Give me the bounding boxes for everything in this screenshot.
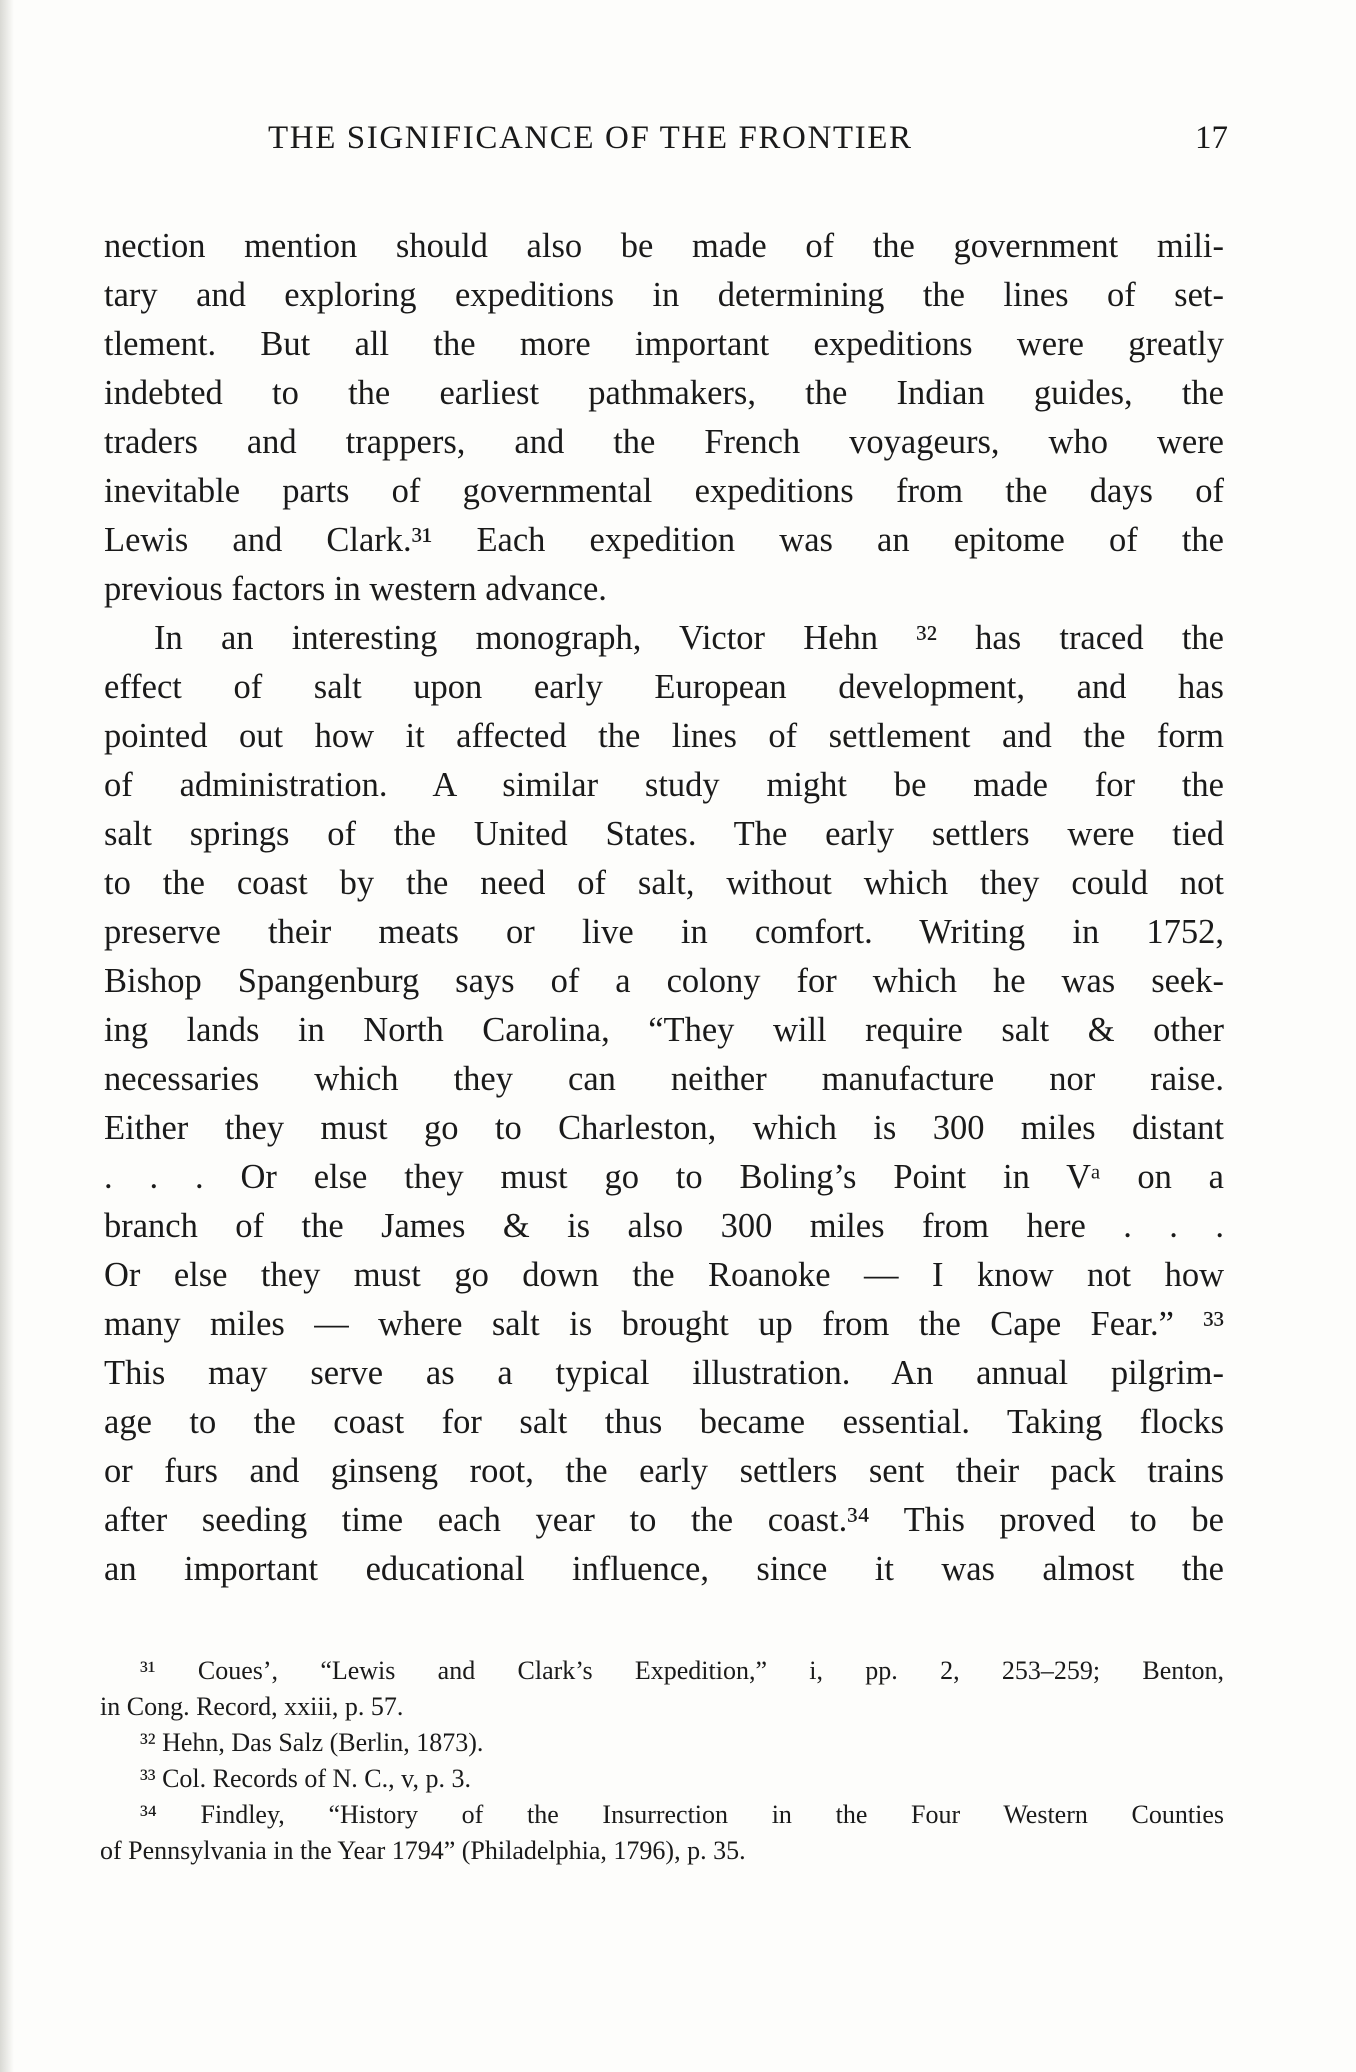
text-line: an important educational influence, since it was almost the: [104, 1550, 1224, 1588]
text-line: In an interesting monograph, Victor Hehn ³² has traced the: [154, 619, 1224, 657]
text-line: ing lands in North Carolina, “They will require salt & other: [104, 1011, 1224, 1049]
footnotes: [100, 1653, 1224, 1869]
text-line: . . . Or else they must go to Boling’s Point in Vᵃ on a: [104, 1158, 1224, 1196]
footnote-line: ³¹ Coues’, “Lewis and Clark’s Expedition,” i, pp. 2, 253–259; Benton,: [140, 1656, 1224, 1685]
text-line: previous factors in western advance.: [104, 570, 607, 608]
text-line: necessaries which they can neither manufacture nor raise.: [104, 1060, 1224, 1098]
text-line: Or else they must go down the Roanoke — I know not how: [104, 1256, 1224, 1294]
page-number: 17: [1195, 120, 1228, 156]
footnote-line: ³⁴ Findley, “History of the Insurrection in the Four Western Counties: [140, 1800, 1224, 1829]
text-line: traders and trappers, and the French voyageurs, who were: [104, 423, 1224, 461]
text-line: branch of the James & is also 300 miles from here . . .: [104, 1207, 1224, 1245]
running-head: [268, 120, 1228, 170]
text-line: salt springs of the United States. The early settlers were tied: [104, 815, 1224, 853]
page-gutter-shadow: [0, 0, 14, 2072]
text-line: indebted to the earliest pathmakers, the Indian guides, the: [104, 374, 1224, 412]
text-line: age to the coast for salt thus became essential. Taking flocks: [104, 1403, 1224, 1441]
text-line: effect of salt upon early European development, and has: [104, 668, 1224, 706]
footnote-line: ³² Hehn, Das Salz (Berlin, 1873).: [140, 1728, 484, 1757]
text-line: tlement. But all the more important expeditions were greatly: [104, 325, 1224, 363]
footnote-line: in Cong. Record, xxiii, p. 57.: [100, 1692, 404, 1721]
text-line: Either they must go to Charleston, which is 300 miles distant: [104, 1109, 1224, 1147]
text-line: or furs and ginseng root, the early settlers sent their pack trains: [104, 1452, 1224, 1490]
text-line: pointed out how it affected the lines of settlement and the form: [104, 717, 1224, 755]
text-line: preserve their meats or live in comfort. Writing in 1752,: [104, 913, 1224, 951]
text-line: Bishop Spangenburg says of a colony for which he was seek-: [104, 962, 1224, 1000]
running-title: THE SIGNIFICANCE OF THE FRONTIER: [268, 120, 913, 156]
footnote-line: ³³ Col. Records of N. C., v, p. 3.: [140, 1764, 471, 1793]
text-line: many miles — where salt is brought up from the Cape Fear.” ³³: [104, 1305, 1224, 1343]
text-line: to the coast by the need of salt, without which they could not: [104, 864, 1224, 902]
text-line: inevitable parts of governmental expeditions from the days of: [104, 472, 1224, 510]
text-line: after seeding time each year to the coast.³⁴ This proved to be: [104, 1501, 1224, 1539]
text-line: This may serve as a typical illustration. An annual pilgrim-: [104, 1354, 1224, 1392]
text-line: tary and exploring expeditions in determining the lines of set-: [104, 276, 1224, 314]
body-text: [104, 222, 1224, 1594]
text-line: of administration. A similar study might be made for the: [104, 766, 1224, 804]
footnote-line: of Pennsylvania in the Year 1794” (Philadelphia, 1796), p. 35.: [100, 1836, 746, 1865]
text-line: Lewis and Clark.³¹ Each expedition was an epitome of the: [104, 521, 1224, 559]
text-line: nection mention should also be made of the government mili-: [104, 227, 1224, 265]
